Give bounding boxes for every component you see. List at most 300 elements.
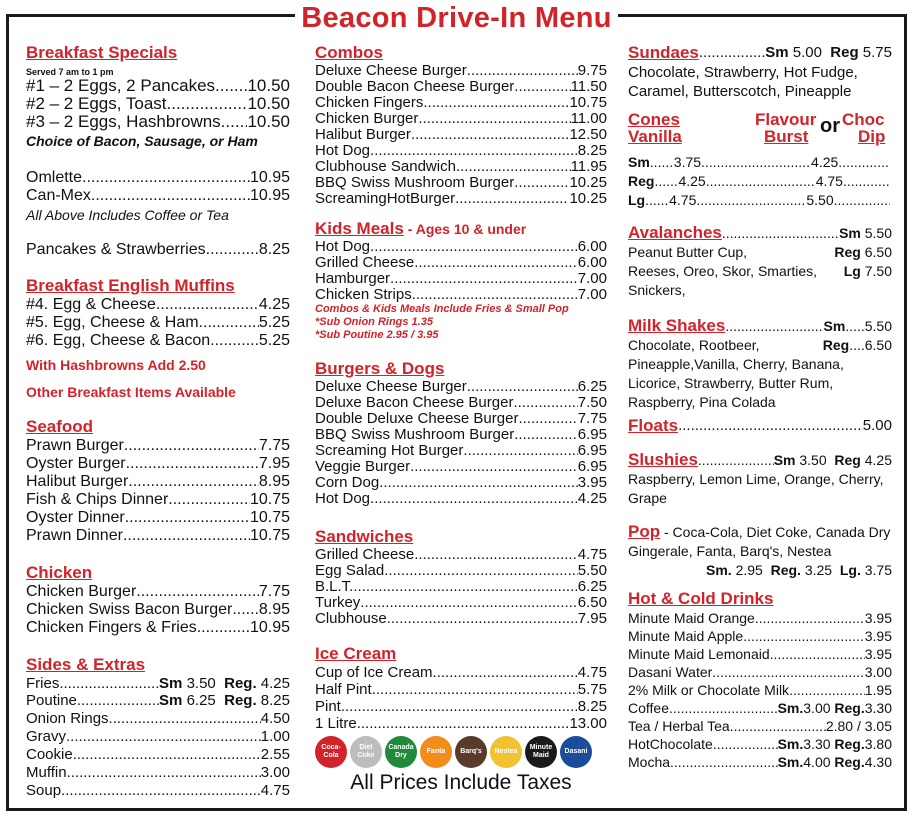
hashbrowns-note: With Hashbrowns Add 2.50 [26,357,206,373]
menu-item-row [315,395,607,411]
cones-choc-label: Choc [842,110,885,129]
item-name: Onion Rings [26,710,109,727]
item-price: 4.25 [258,296,290,313]
chicken-list [26,583,290,637]
item-name: Grilled Cheese [315,254,415,271]
sandwiches-heading: Sandwiches [315,527,414,546]
cones-flavour-label: Flavour [755,110,817,129]
item-price: 10.75 [249,527,290,544]
item-price: 4.50 [260,710,290,727]
column-2 [315,40,607,795]
sides-list [26,710,290,800]
item-price: 7.50 [577,394,607,411]
mocha-sm-price: 4.00 [803,754,831,770]
breakfast-specials-list [26,77,290,131]
kids-note-2: *Sub Onion Rings 1.35 [315,316,433,328]
shakes-sm-label: Sm [823,318,846,334]
item-price: 10.50 [247,112,290,131]
brand-logo-icon: Coca-Cola [315,736,347,768]
coffee-reg-price: 3.30 [864,700,892,716]
hotchoc-name: HotChocolate [628,736,713,752]
item-price: 7.75 [258,583,290,600]
floats-row [628,416,892,436]
avalanches-sm-price: 5.50 [864,225,892,241]
sundaes-heading: Sundaes [628,43,699,62]
title-bar [0,2,913,35]
item-name: Cup of Ice Cream [315,664,433,681]
cone-size-row [628,153,890,172]
shakes-heading: Milk Shakes [628,316,726,335]
item-name: Oyster Burger [26,455,126,472]
menu-item-row [628,681,892,699]
item-price: 8.25 [577,142,607,159]
item-price: 7.75 [258,437,290,454]
menu-item-row [26,455,290,473]
item-price: 10.25 [569,190,607,207]
mocha-reg-label: Reg. [834,754,865,770]
combos-list [315,63,607,207]
menu-item-row [315,547,607,563]
floats-heading: Floats [628,416,679,435]
cone-size-row [628,191,890,210]
pop-lg-label: Lg. [839,562,861,578]
menu-item-row [628,663,892,681]
item-name: #4. Egg & Cheese [26,296,156,313]
fries-sm-price: 3.50 [186,675,216,692]
menu-item-row [26,764,290,782]
item-price: 6.50 [577,594,607,611]
menu-item-row [628,609,892,627]
menu-item-row [315,95,607,111]
item-name: Prawn Burger [26,437,124,454]
shakes-reg-price: 6.50 [864,337,892,353]
item-price: 4.75 [577,546,607,563]
item-name: 1 Litre [315,715,357,732]
menu-item-row [26,332,290,350]
menu-item-row [26,187,290,205]
menu-item-row [315,191,607,207]
item-price: 10.25 [569,174,607,191]
item-price: 8.25 [577,698,607,715]
item-name: B.L.T. [315,578,354,595]
mocha-reg-price: 4.30 [864,754,892,770]
menu-item-row [628,627,892,645]
menu-item-row [315,287,607,303]
drinks-heading: Hot & Cold Drinks [628,589,774,608]
fries-reg-price: 4.25 [260,675,290,692]
item-price: 10.95 [249,619,290,636]
menu-item-row [315,563,607,579]
menu-item-row [26,746,290,764]
cone-flavour-price: 4.25 [811,154,839,170]
cone-vanilla-price: 3.75 [673,154,702,170]
sundaes-reg-price: 5.75 [862,44,892,61]
cone-flavour-price: 5.50 [806,192,834,208]
menu-item-row [315,491,607,507]
seafood-heading: Seafood [26,417,94,436]
item-price: 10.75 [249,509,290,526]
item-price: 3.00 [864,664,892,680]
item-name: Minute Maid Orange [628,610,755,626]
poutine-name: Poutine [26,692,77,709]
item-name: Corn Dog [315,474,380,491]
menu-item-row [26,601,290,619]
item-price: 8.25 [258,241,290,258]
shakes-text-1: Chocolate, Rootbeer, [628,337,760,353]
menu-item-row [26,491,290,509]
item-name: ScreamingHotBurger [315,190,456,207]
menu-item-row [315,379,607,395]
menu-title: Beacon Drive-In Menu [295,2,618,35]
chicken-heading: Chicken [26,563,93,582]
item-name: Veggie Burger [315,458,411,475]
item-name: Hot Dog [315,490,371,507]
item-price: 4.25 [577,490,607,507]
item-price: 11.00 [570,110,607,127]
item-name: Chicken Strips [315,286,412,303]
item-price: 10.50 [247,76,290,95]
sundaes-reg-label: Reg [830,44,859,61]
item-name: Double Deluxe Cheese Burger [315,410,519,427]
burgers-heading: Burgers & Dogs [315,359,445,378]
sundaes-sm-label: Sm [765,44,789,61]
item-price: 6.95 [577,442,607,459]
item-name: Deluxe Bacon Cheese Burger [315,394,514,411]
cone-vanilla-price: 4.25 [678,173,706,189]
cones-prices [628,153,890,210]
item-price: 1.95 [864,682,892,698]
cones-heading: Cones [628,110,680,129]
menu-item-row [315,143,607,159]
menu-item-row [315,475,607,491]
sundaes-sm-price: 5.00 [792,44,822,61]
menu-item-row [26,728,290,746]
cones-vanilla-heading: Vanilla [628,127,682,146]
column-3 [628,40,892,771]
item-price: 4.75 [260,782,290,799]
cones-burst-label: Burst [764,127,809,146]
menu-item-row [315,175,607,191]
item-name: Deluxe Cheese Burger [315,378,467,395]
slushies-flavours: Raspberry, Lemon Lime, Orange, Cherry, Grape [628,471,884,506]
shakes-line-1: Chocolate, Rootbeer, Reg....6.50 [628,337,892,353]
drinks-list [628,609,892,699]
menu-item-row [315,255,607,271]
item-name: Muffin [26,764,67,781]
item-name: #3 – 2 Eggs, Hashbrowns [26,112,221,131]
item-name: Half Pint [315,681,372,698]
item-price: 6.00 [577,254,607,271]
menu-item-row [315,611,607,627]
item-name: Egg Salad [315,562,385,579]
item-name: Chicken Burger [26,583,137,600]
mocha-row [628,753,892,771]
slushies-sm-price: 3.50 [799,452,827,468]
mocha-sm-label: Sm. [777,754,804,770]
menu-item-row [315,443,607,459]
cone-size: Sm [628,154,650,170]
item-name: Minute Maid Apple [628,628,744,644]
item-price: 5.75 [577,681,607,698]
cone-size: Lg [628,192,646,208]
item-name: BBQ Swiss Mushroom Burger [315,426,515,443]
item-price: 7.95 [258,455,290,472]
item-name: 2% Milk or Chocolate Milk [628,682,790,698]
english-muffins-list [26,296,290,350]
item-price: 10.75 [249,491,290,508]
sundaes-flavours: Chocolate, Strawberry, Hot Fudge, Caramel, Butterscotch, Pineapple [628,64,858,100]
cones-dip-label: Dip [858,127,886,146]
burgers-list [315,379,607,507]
menu-item-row [315,271,607,287]
slushies-heading: Slushies [628,450,698,469]
item-name: Hamburger [315,270,391,287]
item-name: Fish & Chips Dinner [26,491,169,508]
tea-name: Tea / Herbal Tea [628,718,730,734]
pop-block [628,522,892,561]
combos-heading: Combos [315,43,383,62]
floats-price: 5.00 [862,417,892,434]
item-name: Minute Maid Lemonaid [628,646,770,662]
poutine-sm-label: Sm [159,692,183,709]
kids-note-1: Combos & Kids Meals Include Fries & Small Pop [315,303,569,315]
avalanches-text-1: Peanut Butter Cup, [628,244,748,260]
menu-item-row [315,427,607,443]
pop-prices [628,561,892,580]
poutine-reg-label: Reg. [224,692,257,709]
column-1 [26,40,290,800]
menu-item-row [26,437,290,455]
menu-item-row [26,527,290,545]
brand-logo-icon: Canada Dry [385,736,417,768]
prices-include-taxes: All Prices Include Taxes [350,771,572,794]
item-price: 6.95 [577,458,607,475]
menu-item-row [315,595,607,611]
cone-size: Reg [628,173,655,189]
tea-price: 2.80 / 3.05 [825,718,892,734]
item-name: Can-Mex [26,187,91,204]
item-price: 3.95 [577,474,607,491]
item-name: Gravy [26,728,67,745]
hotchoc-sm-price: 3.30 [803,736,831,752]
item-price: 10.75 [569,94,607,111]
hotchoc-sm-label: Sm. [777,736,804,752]
pop-reg-label: Reg. [770,562,801,578]
breakfast-choice: Choice of Bacon, Sausage, or Ham [26,133,258,149]
kids-note-3: *Sub Poutine 2.95 / 3.95 [315,329,439,341]
icecream-heading: Ice Cream [315,644,397,663]
item-price: 11.95 [570,158,607,175]
fries-reg-label: Reg. [224,675,257,692]
item-price: 3.95 [864,628,892,644]
brand-logo-icon: Nestea [490,736,522,768]
brand-logo-icon: Barq's [455,736,487,768]
brand-logo-icon: Diet Coke [350,736,382,768]
avalanches-reg-price: 6.50 [864,244,892,260]
menu-item-row [26,296,290,314]
sandwiches-list [315,547,607,627]
coffee-row [628,699,892,717]
item-name: Turkey [315,594,361,611]
item-name: Halibut Burger [315,126,411,143]
avalanches-text-3: Snickers, [628,282,686,298]
item-price: 7.75 [577,410,607,427]
kids-heading: Kids Meals [315,219,404,238]
poutine-reg-price: 8.25 [260,692,290,709]
avalanches-reg-label: Reg [834,244,861,260]
item-price: 1.00 [260,728,290,745]
item-name: Prawn Dinner [26,527,123,544]
item-name: Chicken Fingers & Fries [26,619,197,636]
cone-vanilla-price: 4.75 [669,192,697,208]
item-name: #2 – 2 Eggs, Toast [26,94,167,113]
menu-item-row [26,241,290,259]
sundaes-row [628,43,892,63]
avalanches-lg-price: 7.50 [864,263,892,279]
menu-item-row [26,473,290,491]
menu-item-row [315,411,607,427]
item-price: 13.00 [569,715,607,732]
pop-sm-label: Sm. [705,562,732,578]
menu-item-row [628,645,892,663]
menu-item-row [315,239,607,255]
item-name: Cookie [26,746,73,763]
item-price: 6.25 [577,378,607,395]
menu-item-row [26,782,290,800]
other-breakfast-note: Other Breakfast Items Available [26,384,236,400]
item-price: 10.95 [249,169,290,186]
slushies-sm-label: Sm [773,452,796,468]
menu-item-row [315,63,607,79]
item-name: Chicken Fingers [315,94,424,111]
item-price: 10.50 [247,94,290,113]
item-price: 3.95 [864,610,892,626]
item-price: 6.25 [577,578,607,595]
menu-item-row [315,715,607,732]
item-name: Grilled Cheese [315,546,415,563]
avalanches-line-2 [628,262,892,281]
item-price: 9.75 [577,62,607,79]
hotchoc-row [628,735,892,753]
cone-flavour-price: 4.75 [815,173,843,189]
avalanches-heading: Avalanches [628,223,722,242]
english-muffins-heading: Breakfast English Muffins [26,276,235,295]
pancakes-list [26,241,290,259]
brand-logo-icon: Dasani [560,736,592,768]
item-price: 3.95 [864,646,892,662]
avalanches-sm-label: Sm [839,225,861,241]
slushies-row [628,450,892,470]
avalanches-line-1 [628,243,892,262]
hotchoc-reg-price: 3.80 [864,736,892,752]
brand-logos [315,736,607,768]
icecream-list [315,664,607,732]
item-price: 12.50 [569,126,607,143]
coffee-sm-price: 3.00 [803,700,831,716]
item-name: Chicken Burger [315,110,419,127]
item-price: 5.25 [258,332,290,349]
item-price: 7.95 [577,610,607,627]
menu-item-row [315,111,607,127]
breakfast-specials-heading: Breakfast Specials [26,43,178,62]
item-name: Hot Dog [315,238,371,255]
menu-item-row [26,619,290,637]
item-price: 6.00 [577,238,607,255]
coffee-name: Coffee [628,700,669,716]
cones-or-label: or [820,115,840,137]
item-price: 8.95 [258,601,290,618]
menu-item-row [26,509,290,527]
item-price: 2.55 [260,746,290,763]
item-name: Omlette [26,169,83,186]
cone-size-row [628,172,890,191]
pop-reg-price: 3.25 [804,562,833,578]
menu-item-row [315,79,607,95]
slushies-reg-price: 4.25 [864,452,892,468]
poutine-row [26,692,290,710]
sides-heading: Sides & Extras [26,655,146,674]
item-name: Oyster Dinner [26,509,125,526]
pop-brands: - Coca-Cola, Diet Coke, Canada Dry Gingerale, Fanta, Barq's, Nestea [628,524,891,559]
fries-row [26,675,290,692]
kids-list [315,239,607,303]
item-name: Deluxe Cheese Burger [315,62,467,79]
item-name: Double Bacon Cheese Burger [315,78,515,95]
shakes-reg-label: Reg [822,337,850,353]
item-name: Screaming Hot Burger [315,442,464,459]
fries-sm-label: Sm [159,675,183,692]
item-price: 5.50 [577,562,607,579]
shakes-sm-price: 5.50 [864,318,892,334]
shakes-row: Milk Shakes ..... Sm.....5.50 [628,316,892,336]
item-name: BBQ Swiss Mushroom Burger [315,174,515,191]
menu-item-row [315,664,607,681]
mocha-name: Mocha [628,754,671,770]
item-name: Halibut Burger [26,473,129,490]
menu-item-row [26,710,290,728]
avalanches-lg-label: Lg [843,263,861,279]
kids-heading-row [315,219,607,239]
item-name: #5. Egg, Cheese & Ham [26,314,199,331]
avalanches-row [628,223,892,243]
menu-item-row [26,77,290,95]
menu-item-row [26,314,290,332]
menu-item-row [26,583,290,601]
brand-logo-icon: Minute Maid [525,736,557,768]
item-name: Pancakes & Strawberries [26,241,206,258]
menu-item-row [315,159,607,175]
item-price: 5.25 [258,314,290,331]
menu-item-row [26,95,290,113]
menu-item-row [26,169,290,187]
hotchoc-reg-label: Reg. [834,736,865,752]
menu-item-row [315,127,607,143]
pop-heading: Pop [628,522,661,541]
pop-sm-price: 2.95 [735,562,763,578]
item-name: Clubhouse [315,610,387,627]
item-name: Chicken Swiss Bacon Burger [26,601,233,618]
item-price: 7.00 [577,286,607,303]
item-name: Soup [26,782,62,799]
item-name: Clubhouse Sandwich [315,158,456,175]
menu-item-row [315,579,607,595]
item-price: 8.95 [258,473,290,490]
shakes-flavours: Pineapple,Vanilla, Cherry, Banana, Licorice, Strawberry, Butter Rum, Raspberry, Pina Colada [628,356,844,410]
menu-item-row [315,459,607,475]
item-price: 11.50 [570,78,607,95]
item-price: 10.95 [249,187,290,204]
kids-age-note: - Ages 10 & under [403,221,527,237]
